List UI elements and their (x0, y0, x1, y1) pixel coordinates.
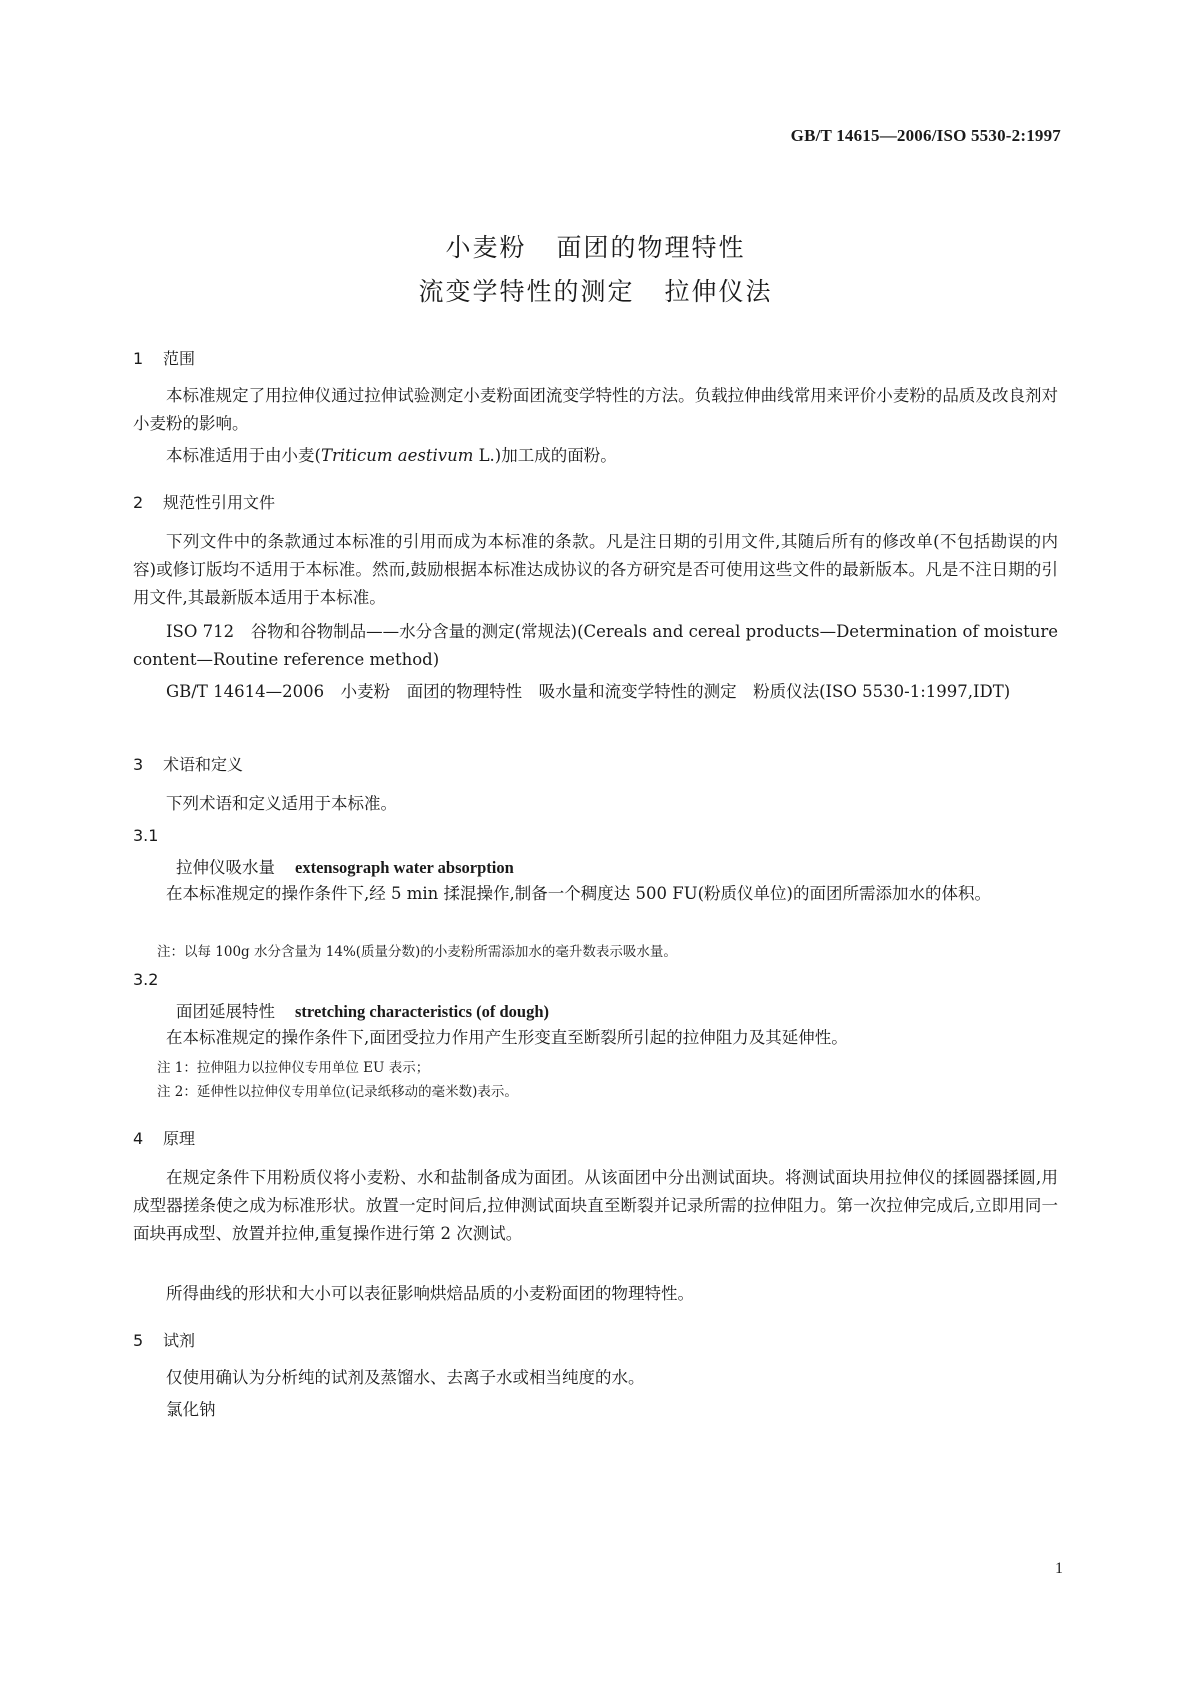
clause-3-2-note-1: 注 1：拉伸阻力以拉伸仪专用单位 EU 表示； (157, 1060, 430, 1076)
reference-gbt-14614: GB/T 14614—2006 小麦粉 面团的物理特性 吸水量和流变学特性的测定 粉质仪法(ISO 5530-1:1997,IDT) (166, 682, 1011, 701)
section-4-paragraph-2: 所得曲线的形状和大小可以表征影响烘焙品质的小麦粉面团的物理特性。 (166, 1284, 694, 1303)
section-2-paragraph-1: 下列文件中的条款通过本标准的引用而成为本标准的条款。凡是注日期的引用文件,其随后所有的修改单(不包括勘误的内容)或修订版均不适用于本标准。然而,鼓励根据本标准达成协议的各方研究是否可使用这些文件的最新版本。凡是不注日期的引用文件,其最新版本适用于本标准。 (133, 532, 1058, 607)
section-5-paragraph-2: 氯化钠 (166, 1400, 216, 1419)
section-4-number: 4 (133, 1129, 144, 1148)
section-2-number: 2 (133, 493, 144, 512)
section-4-heading (133, 1126, 195, 1149)
section-1-p2-text-b: L.)加工成的面粉。 (473, 446, 617, 465)
section-4-title: 原理 (163, 1129, 196, 1148)
section-3-heading (133, 752, 243, 775)
clause-3-1-term-en: extensograph water absorption (295, 858, 514, 877)
clause-3-1-term (176, 854, 514, 878)
section-5-number: 5 (133, 1331, 144, 1350)
title-line-1 (0, 228, 1191, 264)
section-1-p2-text-a: 本标准适用于由小麦( (166, 446, 321, 465)
clause-3-2-note-2: 注 2：延伸性以拉伸仪专用单位(记录纸移动的毫米数)表示。 (157, 1084, 518, 1100)
section-1-title: 范围 (163, 349, 196, 368)
title-line-1-part-b: 面团的物理特性 (556, 233, 746, 262)
standard-code: GB/T 14615—2006/ISO 5530-2:1997 (790, 126, 1061, 145)
section-2-title: 规范性引用文件 (163, 493, 276, 512)
page-number: 1 (1055, 1560, 1063, 1577)
title-line-2 (0, 272, 1191, 308)
reference-iso-712: ISO 712 谷物和谷物制品——水分含量的测定(常规法)(Cereals and cereal products—Determination of moisture content—Routine reference method) (133, 622, 1058, 669)
clause-3-1-number: 3.1 (133, 826, 159, 845)
section-3-title: 术语和定义 (163, 755, 244, 774)
section-5-title: 试剂 (163, 1331, 196, 1350)
section-1-paragraph-1: 本标准规定了用拉伸仪通过拉伸试验测定小麦粉面团流变学特性的方法。负载拉伸曲线常用来评价小麦粉的品质及改良剂对小麦粉的影响。 (133, 386, 1058, 433)
section-4-paragraph-1: 在规定条件下用粉质仪将小麦粉、水和盐制备成为面团。从该面团中分出测试面块。将测试面块用拉伸仪的揉圆器揉圆,用成型器搓条使之成为标准形状。放置一定时间后,拉伸测试面块直至断裂并记录所需的拉伸阻力。第一次拉伸完成后,立即用同一面块再成型、放置并拉伸,重复操作进行第 2 次测试。 (133, 1168, 1058, 1243)
clause-3-2-term-zh: 面团延展特性 (176, 1002, 275, 1021)
clause-3-1-note: 注：以每 100g 水分含量为 14%(质量分数)的小麦粉所需添加水的毫升数表示吸水量。 (157, 944, 677, 960)
clause-3-2-term (176, 998, 549, 1022)
section-2-heading (133, 490, 275, 513)
clause-3-2-definition: 在本标准规定的操作条件下,面团受拉力作用产生形变直至断裂所引起的拉伸阻力及其延伸性。 (166, 1028, 848, 1047)
section-1-paragraph-2 (133, 442, 1058, 470)
clause-3-1-definition: 在本标准规定的操作条件下,经 5 min 揉混操作,制备一个稠度达 500 FU(粉质仪单位)的面团所需添加水的体积。 (166, 884, 991, 903)
clause-3-2-number: 3.2 (133, 970, 159, 989)
section-1-number: 1 (133, 349, 144, 368)
section-3-intro: 下列术语和定义适用于本标准。 (166, 794, 397, 813)
section-1-heading (133, 346, 195, 369)
section-1-p2-italic: Triticum aestivum (320, 446, 474, 465)
section-5-paragraph-1: 仅使用确认为分析纯的试剂及蒸馏水、去离子水或相当纯度的水。 (166, 1368, 645, 1387)
section-3-number: 3 (133, 755, 144, 774)
title-line-1-part-a: 小麦粉 (445, 233, 527, 262)
section-5-heading (133, 1328, 195, 1351)
title-line-2-part-b: 拉伸仪法 (664, 277, 773, 306)
clause-3-1-term-zh: 拉伸仪吸水量 (176, 858, 275, 877)
clause-3-2-term-en: stretching characteristics (of dough) (295, 1002, 550, 1021)
title-line-2-part-a: 流变学特性的测定 (418, 277, 635, 306)
